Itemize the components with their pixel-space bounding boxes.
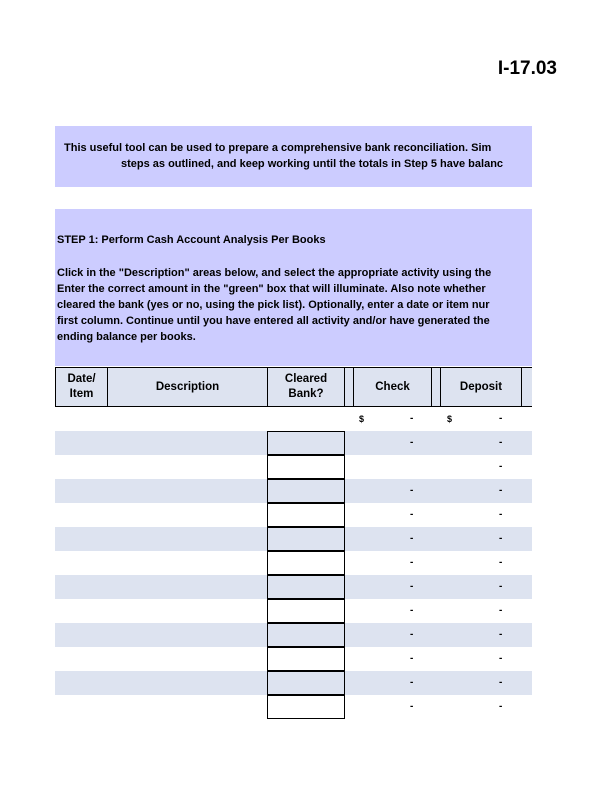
deposit-amount: -: [499, 701, 503, 712]
deposit-amount: -: [499, 605, 503, 616]
deposit-amount: -: [499, 413, 503, 424]
intro-line-2: steps as outlined, and keep working until the totals in Step 5 have balanc: [121, 158, 504, 170]
deposit-amount: -: [499, 533, 503, 544]
cleared-bank-input[interactable]: [267, 527, 345, 551]
cleared-bank-input[interactable]: [267, 575, 345, 599]
cleared-bank-input[interactable]: [267, 599, 345, 623]
step1-line: first column. Continue until you have entered all activity and/or have generated the: [57, 315, 490, 327]
deposit-amount: -: [499, 557, 503, 568]
deposit-amount: -: [499, 509, 503, 520]
check-amount: -: [410, 677, 414, 688]
cleared-bank-input[interactable]: [267, 671, 345, 695]
cleared-bank-input[interactable]: [267, 695, 345, 719]
cleared-bank-input[interactable]: [267, 623, 345, 647]
step1-title: STEP 1: Perform Cash Account Analysis Per Books: [57, 234, 326, 246]
check-amount: -: [410, 701, 414, 712]
step1-instructions: [57, 265, 491, 345]
deposit-amount: -: [499, 485, 503, 496]
header-edge: [521, 367, 532, 407]
header-cleared-bank: Cleared Bank?: [267, 367, 345, 407]
step1-line: Click in the "Description" areas below, and select the appropriate activity using the: [57, 267, 492, 279]
check-amount: -: [410, 509, 414, 520]
deposit-amount: -: [499, 437, 503, 448]
cleared-bank-input[interactable]: [267, 503, 345, 527]
intro-line-1: This useful tool can be used to prepare a comprehensive bank reconciliation. Sim: [64, 142, 492, 154]
check-amount: -: [410, 533, 414, 544]
check-amount: -: [410, 581, 414, 592]
deposit-amount: -: [499, 653, 503, 664]
step1-line: cleared the bank (yes or no, using the pick list). Optionally, enter a date or item nur: [57, 299, 490, 311]
cleared-bank-input[interactable]: [267, 551, 345, 575]
header-date-item: Date/ Item: [55, 367, 108, 407]
deposit-amount: -: [499, 581, 503, 592]
deposit-amount: -: [499, 461, 503, 472]
deposit-amount: -: [499, 677, 503, 688]
form-code: I-17.03: [497, 58, 557, 79]
header-description: Description: [107, 367, 268, 407]
check-amount: -: [410, 629, 414, 640]
check-amount: -: [410, 437, 414, 448]
header-deposit: Deposit: [440, 367, 522, 407]
check-amount: -: [410, 653, 414, 664]
cleared-bank-input[interactable]: [267, 455, 345, 479]
deposit-currency-symbol: $: [447, 414, 453, 424]
step1-line: ending balance per books.: [57, 331, 196, 343]
intro-box: [55, 126, 532, 187]
step1-line: Enter the correct amount in the "green" box that will illuminate. Also note whether: [57, 283, 486, 295]
cleared-bank-input[interactable]: [267, 479, 345, 503]
check-amount: -: [410, 557, 414, 568]
check-amount: -: [410, 413, 414, 424]
deposit-amount: -: [499, 629, 503, 640]
check-amount: -: [410, 485, 414, 496]
check-currency-symbol: $: [359, 414, 365, 424]
step1-box: [55, 209, 532, 366]
cleared-bank-input[interactable]: [267, 431, 345, 455]
check-amount: -: [410, 605, 414, 616]
header-check: Check: [353, 367, 432, 407]
cleared-bank-input[interactable]: [267, 647, 345, 671]
